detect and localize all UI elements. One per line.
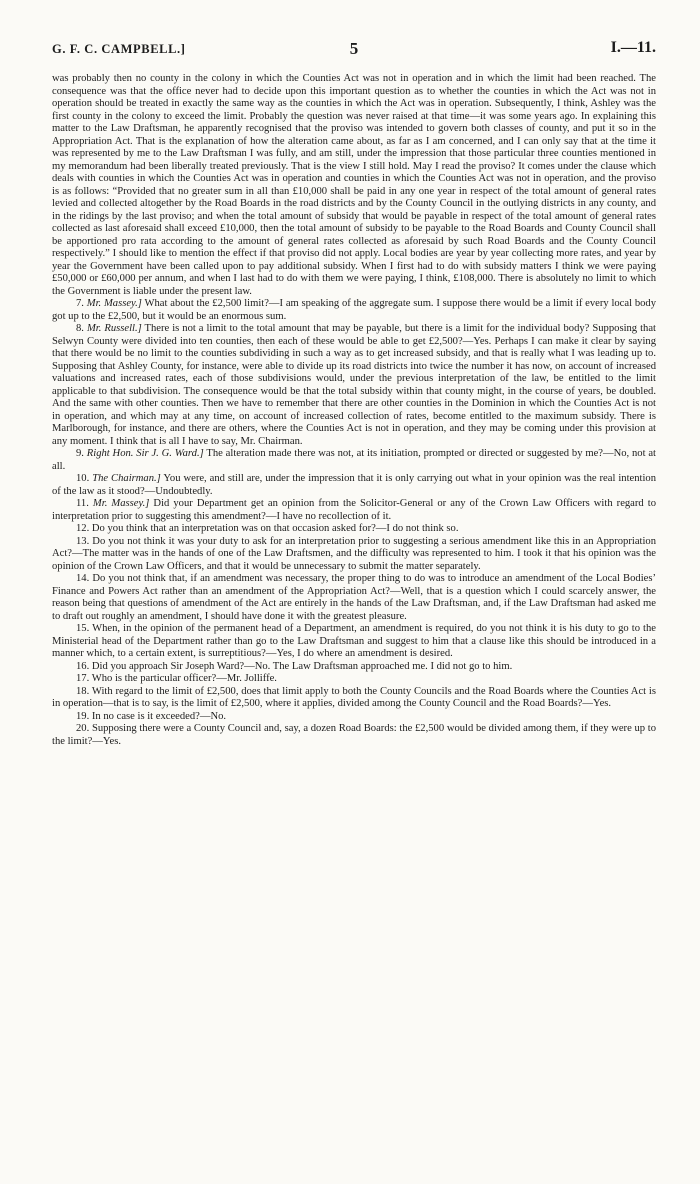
question-12: 12. Do you think that an interpretation was on that occasion asked for?—I do not think so. [76,523,459,534]
question-8: 8. Mr. Russell.] There is not a limit to the total amount that may be payable, but there is a limit for the individual body? Supposing that Selwyn County were divided into ten counties, then each of these would be able to get £2,500?—Yes. Perhaps I can make it clear by saying that there would be no limit to the counties subdividing in such a way as to get increased subsidy, and that is really what I was leading up to. Supposing that Ashley County, for instance, were able to divide up its road districts into twice the number it has now, on account of increased valuations and increased rates, each of those subdivisions would, under the previous interpretation of the law, be entitled to the limit applicable to that subdivision. The consequence would be that the total subsidy within that county might, in the course of years, be doubled. And the same with other counties. Then we have to remember that there are other counties in the Dominion in which the Counties Act is not in operation, and which may at any time, on account of increased collection of rates, become entitled to the maximum subsidy. There is Marlborough, for instance, and there are others, where the Counties Act is not in operation, and they may be coming under this provision at any moment. I think that is all I have to say, Mr. Chairman. [52,323,656,447]
question-15: 15. When, in the opinion of the permanent head of a Department, an amendment is required, do you not think it is his duty to go to the Ministerial head of the Department rather than go to the Law Draftsman and suggest to him that a clause like this should be introduced in a manner which, to a certain extent, is surreptitious?—Yes, I do where an amendment is desired. [52,623,656,659]
question-19: 19. In no case is it exceeded?—No. [76,710,227,722]
question-16: 16. Did you approach Sir Joseph Ward?—No. The Law Draftsman approached me. I did not go to him. [76,660,513,672]
running-head-witness: G. F. C. CAMPBELL.] [52,42,186,56]
question-10: 10. The Chairman.] You were, and still are, under the impression that it is only carrying out what in your opinion was the real intention of the law as it stood?—Undoubtedly. [52,473,656,497]
question-13: 13. Do you not think it was your duty to ask for an interpretation prior to suggesting a serious amendment like this in an Appropriation Act?—The matter was in the hands of one of the Law Draftsmen, and the difficulty was represented to him. I took it that his opinion was the opinion of the Crown Law Officers, and that it would be unnecessary to submit the matter separately. [52,535,656,572]
question-7: 7. Mr. Massey.] What about the £2,500 limit?—I am speaking of the aggregate sum. I suppose there would be a limit if every local body got up to the £2,500, but it would be an enormous sum. [52,298,657,322]
question-14: 14. Do you not think that, if an amendment was necessary, the proper thing to do was to introduce an amendment of the Local Bodies’ Finance and Powers Act rather than an amendment of the Appropriation Act?—Well, that is a question which I could scarcely answer, the reason being that questions of amendment of the Act are entirely in the hands of the Law Draftsman, and, if the Law Draftsman had asked me to draft out roughly an amendment, I should have done it with the greatest pleasure. [52,573,657,622]
page-header [52,39,656,62]
page-number: 5 [349,39,359,58]
question-18: 18. With regard to the limit of £2,500, does that limit apply to both the County Councils and the Road Boards where the Counties Act is in operation—that is to say, is the limit of £2,500, where it applies, divided among the County Council and the Road Boards?—Yes. [52,685,656,709]
question-17: 17. Who is the particular officer?—Mr. Jolliffe. [76,673,277,684]
document-reference: I.—11. [610,39,656,56]
paragraph-continuation: was probably then no county in the colony in which the Counties Act was not in operation and in which the limit had been reached. The consequence was that the office never had to decide upon this important question as to whether the counties in which the Act was not in operation should be treated in exactly the same way as the counties in which the Act was in operation. Subsequently, I think, Ashley was the first county in the colony to exceed the limit. Probably the question was never raised at that time—it was some years ago. In explaining this matter to the Law Draftsman, he apparently recognised that the proviso was intended to govern both classes of county, and put it so in the Appropriation Act. That is the explanation of how the alteration came about, as far as I am concerned, and I can only say that at the time it was represented by me to the Law Draftsman I was fully, and am still, under the impression that those particular three counties mentioned in my memorandum had been liberally treated previously. That is the view I still hold. May I read the proviso? It comes under the clause which deals with counties in which the Counties Act was in operation and counties in which the Counties Act was not in operation, and the proviso is as follows: “Provided that no greater sum in all than £10,000 shall be paid in any one year in respect of the total amount of general rates levied and collected altogether by the Road Boards in the road districts and by the County Council in the outlying districts in any county, and in the ridings by the last proviso; and when the total amount of subsidy that would be payable in respect of the total amount of general rates collected as last aforesaid shall exceed £10,000, then the total amount of subsidy to be payable to the Road Boards and County Council shall be apportioned pro rata according to the amount of general rates collected as aforesaid by such Road Boards and the County Council respectively.” I should like to mention the effect if that proviso did not apply. Local bodies are year by year collecting more rates, and year by year the Government have been called upon to pay additional subsidy. When I first had to do with subsidy matters I think we were paying £50,000 or £60,000 per annum, and when I last had to do with them we were paying, I think, £108,000. There is absolutely no limit to which the Government is liable under the present law. [52,73,656,297]
question-20: 20. Supposing there were a County Council and, say, a dozen Road Boards: the £2,500 would be divided among them, if they were up to the limit?—Yes. [52,723,656,747]
evidence-text [52,73,656,748]
question-11: 11. Mr. Massey.] Did your Department get an opinion from the Solicitor-General or any of the Crown Law Officers with regard to interpretation prior to suggesting this amendment?—I have no recollection of it. [52,498,657,522]
question-9: 9. Right Hon. Sir J. G. Ward.] The alteration made there was not, at its initiation, prompted or directed or suggested by me?—No, not at all. [52,448,656,472]
